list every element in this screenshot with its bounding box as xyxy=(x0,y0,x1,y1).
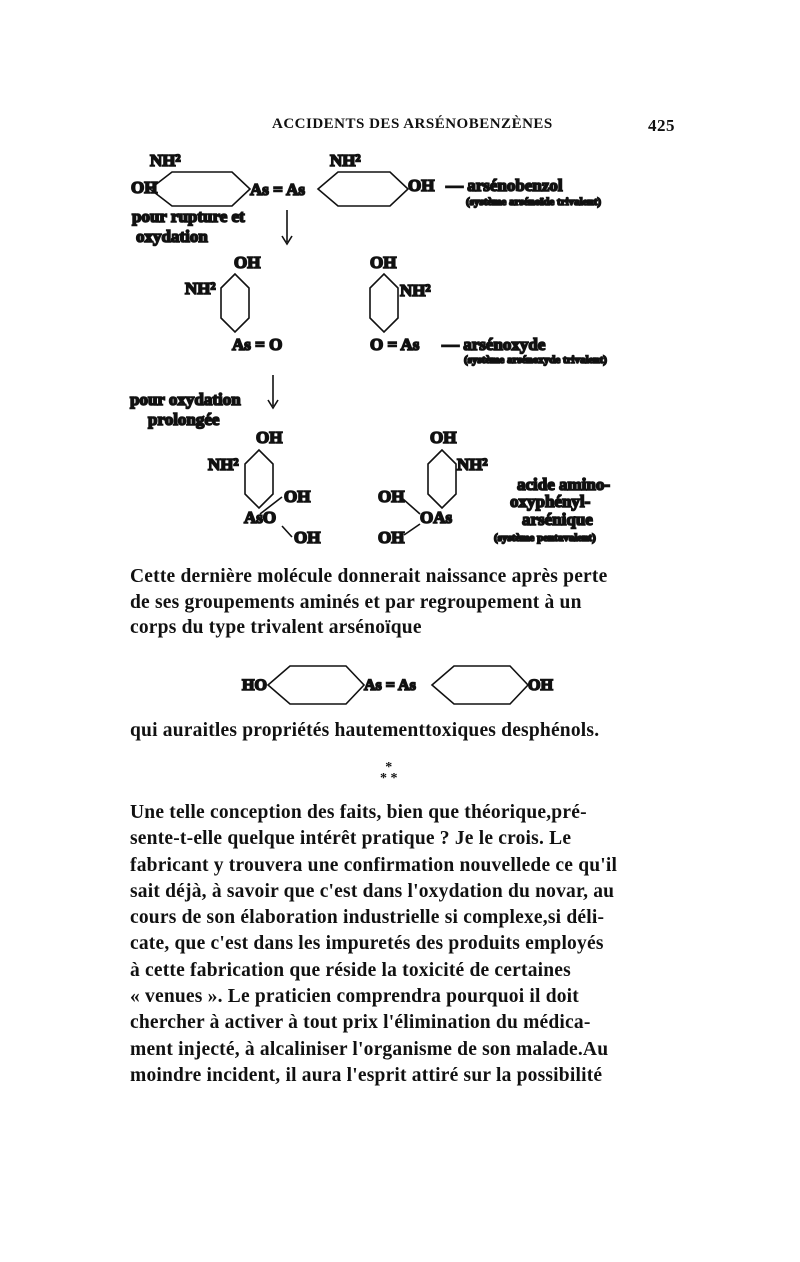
row3-label-line1: acide amino- xyxy=(517,475,611,494)
row4-oh: OH xyxy=(528,677,553,694)
row3-oh-as2: OH xyxy=(294,528,321,547)
row3-oh-as1: OH xyxy=(284,487,311,506)
row1-oh-left: OH xyxy=(131,178,158,197)
row1-note: (système arsénoïde trivalent) xyxy=(466,196,602,208)
row4-as-bond: As = As xyxy=(364,677,416,694)
row3-nh2-b: NH² xyxy=(457,455,488,474)
row4-ho: HO xyxy=(242,677,267,694)
paragraph-3-line: fabricant y trouvera une confirmation nouvellede ce qu'il xyxy=(130,854,618,876)
paragraph-2 xyxy=(130,718,672,744)
paragraph-3-line: sente-t-elle quelque intérêt pratique ? Je le crois. Le xyxy=(130,828,572,850)
row2-o-as-b: O = As xyxy=(370,335,420,354)
paragraph-3 xyxy=(130,800,672,1089)
row3-bond-b1 xyxy=(403,499,420,514)
row3-ring-a xyxy=(245,450,273,508)
paragraph-3-line: « venues ». Le praticien comprendra pourquoi il doit xyxy=(130,986,579,1008)
paragraph-3-line: à cette fabrication que réside la toxicité de certaines xyxy=(130,959,571,981)
row2-nh2-a: NH² xyxy=(185,279,216,298)
row2-label: — arsénoxyde xyxy=(442,335,546,354)
separator-stars-bottom: * * xyxy=(380,771,398,786)
row3-oh-b2: OH xyxy=(378,528,405,547)
section-separator xyxy=(380,762,398,784)
row3-aso: AsO xyxy=(244,508,277,527)
row3-bond-b2 xyxy=(404,524,420,535)
row3-label-line3: arsénique xyxy=(522,510,593,529)
paragraph-1-line: corps du type trivalent arsénoïque xyxy=(130,617,422,638)
row1-label: — arsénobenzol xyxy=(446,176,563,195)
arrow2-text-line2: prolongée xyxy=(148,410,220,429)
row2-ring-b xyxy=(370,274,398,332)
paragraph-2-line: qui auraitles propriétés hautementtoxiques desphénols. xyxy=(130,720,600,741)
row1-benzene-left xyxy=(150,172,250,206)
paragraph-1-line: Cette dernière molécule donnerait naissance après perte xyxy=(130,566,608,587)
row3-oh-b1: OH xyxy=(378,487,405,506)
arrow1-text-line1: pour rupture et xyxy=(132,207,245,226)
row3-note: (système pentavalent) xyxy=(494,532,596,544)
row2-as-o-a: As = O xyxy=(232,335,283,354)
paragraph-1-line: de ses groupements aminés et par regroupement à un xyxy=(130,591,582,613)
separator-star-top: * xyxy=(385,760,393,775)
paragraph-3-line: sait déjà, à savoir que c'est dans l'oxydation du novar, au xyxy=(130,880,615,902)
row3-bond-a2 xyxy=(282,526,292,537)
paragraph-3-line: Une telle conception des faits, bien que théorique,pré- xyxy=(130,802,587,823)
row1-as-bond: As = As xyxy=(250,180,306,199)
paragraph-3-line: cours de son élaboration industrielle si complexe,si déli- xyxy=(130,907,605,929)
paragraph-3-line: cate, que c'est dans les impuretés des produits employés xyxy=(130,933,604,955)
row3-label-line2: oxyphényl- xyxy=(510,492,591,511)
running-header: ACCIDENTS DES ARSÉNOBENZÈNES xyxy=(272,116,553,132)
row3-oh-b: OH xyxy=(430,428,457,447)
arrow1-text-line2: oxydation xyxy=(136,227,208,246)
row3-ring-b xyxy=(428,450,456,508)
arrow2-text-line1: pour oxydation xyxy=(130,390,241,409)
paragraph-1 xyxy=(130,564,672,641)
row3-oh-a: OH xyxy=(256,428,283,447)
row1-oh-right: OH xyxy=(408,176,435,195)
row1-nh2-left: NH² xyxy=(150,151,181,170)
row2-oh-b: OH xyxy=(370,253,397,272)
row3-oas: OAs xyxy=(420,508,453,527)
paragraph-3-line: ment injecté, à alcaliniser l'organisme de son malade.Au xyxy=(130,1038,609,1060)
row1-nh2-right: NH² xyxy=(330,151,361,170)
row3-nh2-a: NH² xyxy=(208,455,239,474)
page-number: 425 xyxy=(648,116,675,135)
row2-oh-a: OH xyxy=(234,253,261,272)
paragraph-3-line: moindre incident, il aura l'esprit attiré sur la possibilité xyxy=(130,1064,603,1086)
row4-benzene-left xyxy=(268,666,364,704)
row2-ring-a xyxy=(221,274,249,332)
row2-note: (système arsénoxyde trivalent) xyxy=(464,354,607,366)
paragraph-3-line: chercher à activer à tout prix l'élimination du médica- xyxy=(130,1012,591,1034)
row2-nh2-b: NH² xyxy=(400,281,431,300)
row4-benzene-right xyxy=(432,666,528,704)
row1-benzene-right xyxy=(318,172,408,206)
